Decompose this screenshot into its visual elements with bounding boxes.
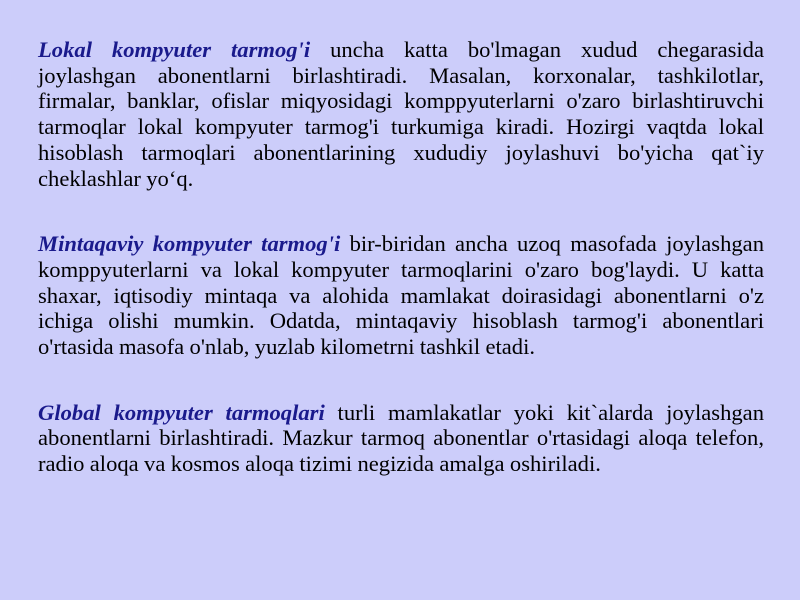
term-global-network: Global kompyuter tarmoqlari [38,399,325,425]
body-local-network: uncha katta bo'lmagan xudud chegarasida joylashgan abonentlarni birlashtiradi. Masalan, korxonalar, tashkilotlar, firmalar, banklar, ofislar miqyosidagi komppyuterlarni o'zaro birlashtiruvchi tarmoqlar lokal kompyuter tarmog'i turkumiga kiradi. Hozirgi vaqtda lokal hisoblash tarmoqlari abonentlarining xududiy joylashuvi bo'yicha qat`iy cheklashlar yo‘q. [38,37,765,191]
body-global-network: turli mamlakatlar yoki kit`alarda joylashgan abonentlarni birlashtiradi. Mazkur tarmoq abonentlar o'rtasidagi aloqa telefon, radio aloqa va kosmos aloqa tizimi negizida amalga oshiriladi. [38,399,764,477]
term-regional-network: Mintaqaviy kompyuter tarmog'i [38,231,341,257]
body-regional-network: bir-biridan ancha uzoq masofada joylashgan komppyuterlarni va lokal kompyuter tarmoqlarini o'zaro bog'laydi. U katta shaxar, iqtisodiy mintaqa va alohida mamlakat doirasidagi abonentlarni o'z ichiga olishi mumkin. Odatda, mintaqaviy hisoblash tarmog'i abonentlari o'rtasida masofa o'nlab, yuzlab kilometrni tashkil etadi. [38,231,764,360]
paragraph-regional-network [38,231,764,360]
paragraph-local-network [38,37,764,191]
paragraph-global-network [38,400,764,477]
term-local-network: Lokal kompyuter tarmog'i [38,37,311,62]
